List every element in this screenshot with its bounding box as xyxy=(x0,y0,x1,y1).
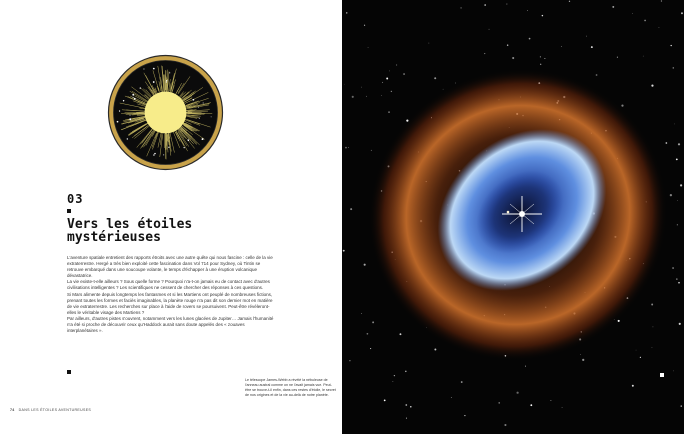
nebula-image-svg xyxy=(342,0,684,434)
background-star xyxy=(612,6,614,8)
background-star xyxy=(617,57,618,58)
emblem-star xyxy=(198,107,199,108)
background-star xyxy=(679,323,681,325)
background-star xyxy=(345,147,347,149)
background-star xyxy=(678,282,680,284)
emblem-star xyxy=(119,110,120,111)
sun-emblem-illustration xyxy=(107,54,224,171)
emblem-star xyxy=(134,98,136,100)
background-star xyxy=(580,354,581,355)
background-star xyxy=(525,366,526,367)
background-star xyxy=(368,47,369,48)
emblem-star xyxy=(202,138,204,140)
background-star xyxy=(394,375,395,376)
background-star xyxy=(677,224,678,225)
background-star xyxy=(389,71,390,72)
body-paragraph: Par ailleurs, d'autres pistes s'ouvrent, notamment vers les lunes glacées de Jupiter… Jamais l'humanité n'a été si proche de découvrir ceux qu'Haddock aurait sans doute appelés des « zouaves interplanétaires ». xyxy=(67,315,274,334)
body-text xyxy=(67,255,275,334)
background-star xyxy=(636,350,637,351)
background-star xyxy=(544,58,545,59)
background-star xyxy=(591,46,593,48)
background-star xyxy=(651,304,653,306)
background-star xyxy=(396,64,397,65)
body-paragraph: La vie existe-t-elle ailleurs ? Sous quelle forme ? Pourquoi n'a-t-on jamais eu de contact avec d'autres civilisations intelligentes ? Les scientifiques ne cessent de chercher des réponses à ces questions. xyxy=(67,279,270,291)
running-title: DANS LES ÉTOILES AVENTUREUSES xyxy=(18,408,92,412)
background-star xyxy=(621,105,623,107)
emblem-star xyxy=(132,94,134,96)
background-star xyxy=(569,1,570,2)
background-star xyxy=(498,402,500,404)
background-star xyxy=(403,73,405,75)
background-star xyxy=(361,313,362,314)
photo-corner-mark xyxy=(660,373,664,377)
background-star xyxy=(405,371,406,372)
background-star xyxy=(665,142,667,144)
background-star xyxy=(562,407,563,408)
background-star xyxy=(504,424,506,426)
background-star xyxy=(350,208,352,210)
background-star xyxy=(349,360,350,361)
background-star xyxy=(367,333,369,335)
photo-caption: Le télescope James-Webb a révélé la nébuleuse de l'anneau austral comme on ne l'avait jamais vue. Peut-être se trouve-t-il enfin, dans ces restes d'étoile, le secret de nos origines et de la vie au-delà de notre planète. xyxy=(245,378,336,397)
background-star xyxy=(659,27,660,28)
background-star xyxy=(381,95,382,96)
background-star xyxy=(507,45,508,46)
background-star xyxy=(561,46,562,47)
emblem-star xyxy=(192,99,194,101)
emblem-star xyxy=(130,115,131,116)
emblem-star xyxy=(211,116,212,117)
emblem-star xyxy=(153,81,155,83)
emblem-star xyxy=(153,68,155,70)
emblem-star xyxy=(153,154,154,155)
body-paragraph: L'aventure spatiale entretient des rapports étroits avec une autre quête qui nous fascine : celle de la vie extraterrestre. Hergé a très bien exploité cette fascination dans Vol 714 pour Sydney, où Tintin se retrouve embarqué dans une soucoupe volante, le temps d'échapper à une éruption volcanique dévastatrice. xyxy=(67,255,273,279)
background-star xyxy=(434,77,436,79)
background-star xyxy=(348,147,349,148)
background-star xyxy=(527,10,528,11)
background-star xyxy=(434,349,436,351)
background-star xyxy=(364,264,366,266)
background-star xyxy=(596,74,598,76)
background-star xyxy=(484,53,485,54)
background-star xyxy=(661,0,662,1)
background-star xyxy=(344,84,345,85)
background-star xyxy=(516,392,518,394)
emblem-star xyxy=(143,68,144,69)
nebula-photo xyxy=(342,0,684,434)
page-folio xyxy=(10,408,91,412)
emblem-star xyxy=(166,80,167,81)
background-star xyxy=(352,96,354,98)
background-star xyxy=(632,385,634,387)
body-paragraph: Si Mars alimente depuis longtemps les fantasmes et si les Martiens ont peuplé de nombreuses fictions, prenant toutes les formes et faciès imaginables, la planète rouge n'a pas dit son dernier mot en matière de vie extraterrestre. Les recherches sur place à l'aide de rovers se poursuivent. Peut-être révéleront-elles le véritable visage des Martiens ? xyxy=(67,291,273,315)
emblem-star xyxy=(140,87,141,88)
emblem-star xyxy=(154,153,155,154)
background-star xyxy=(343,250,345,252)
background-star xyxy=(529,38,531,40)
background-star xyxy=(582,359,584,361)
background-star xyxy=(391,91,392,92)
sun-emblem-svg xyxy=(107,54,224,171)
background-star xyxy=(530,404,532,406)
background-star xyxy=(372,321,374,323)
emblem-star xyxy=(129,118,131,120)
background-star xyxy=(443,89,444,90)
background-star xyxy=(674,124,675,125)
background-star xyxy=(386,78,388,80)
background-star xyxy=(384,399,386,401)
emblem-star xyxy=(169,72,170,73)
emblem-star xyxy=(168,147,169,148)
background-star xyxy=(673,371,674,372)
emblem-star xyxy=(184,147,185,148)
background-star xyxy=(361,87,362,88)
background-star xyxy=(489,29,490,30)
background-star xyxy=(429,43,430,44)
background-star xyxy=(393,381,394,382)
background-star xyxy=(405,404,407,406)
background-star xyxy=(461,381,463,383)
emblem-star xyxy=(123,100,124,101)
background-star xyxy=(643,56,644,57)
end-mark xyxy=(67,370,71,374)
background-star xyxy=(632,13,633,14)
background-star xyxy=(680,184,682,186)
emblem-star xyxy=(133,97,134,98)
background-star xyxy=(676,278,677,279)
background-star xyxy=(388,111,390,113)
background-star xyxy=(366,96,367,97)
background-star xyxy=(676,158,678,160)
emblem-star xyxy=(199,118,200,119)
background-star xyxy=(681,405,682,406)
emblem-star xyxy=(203,102,204,103)
emblem-star xyxy=(163,154,164,155)
background-star xyxy=(652,347,653,348)
background-star xyxy=(451,397,452,398)
background-star xyxy=(540,56,541,57)
background-star xyxy=(484,4,486,6)
background-star xyxy=(653,327,654,328)
background-star xyxy=(410,406,412,408)
emblem-star xyxy=(166,81,167,82)
background-star xyxy=(644,20,646,22)
background-star xyxy=(640,357,641,358)
page-number: 74 xyxy=(10,408,15,412)
chapter-number: 03 xyxy=(67,192,84,206)
background-star xyxy=(542,15,543,16)
background-star xyxy=(540,64,541,65)
background-star xyxy=(677,200,678,201)
emblem-star xyxy=(188,139,190,141)
emblem-star xyxy=(117,121,119,123)
background-star xyxy=(455,83,456,84)
background-star xyxy=(382,82,383,83)
chapter-bullet xyxy=(67,209,71,213)
background-star xyxy=(507,4,508,5)
background-star xyxy=(681,12,683,14)
background-star xyxy=(670,45,671,46)
background-star xyxy=(551,400,552,401)
background-star xyxy=(364,25,365,26)
background-star xyxy=(670,194,672,196)
background-star xyxy=(673,67,675,69)
background-star xyxy=(371,150,372,151)
background-star xyxy=(400,333,402,335)
background-star xyxy=(370,348,371,349)
background-star xyxy=(346,12,347,13)
background-star xyxy=(672,267,673,268)
background-star xyxy=(678,143,680,145)
background-star xyxy=(406,418,407,419)
background-star xyxy=(651,85,653,87)
emblem-star xyxy=(127,138,128,139)
background-star xyxy=(464,415,465,416)
chapter-title: Vers les étoiles mystérieuses xyxy=(67,217,193,245)
background-star xyxy=(586,36,587,37)
background-star xyxy=(461,7,462,8)
background-star xyxy=(512,57,514,59)
